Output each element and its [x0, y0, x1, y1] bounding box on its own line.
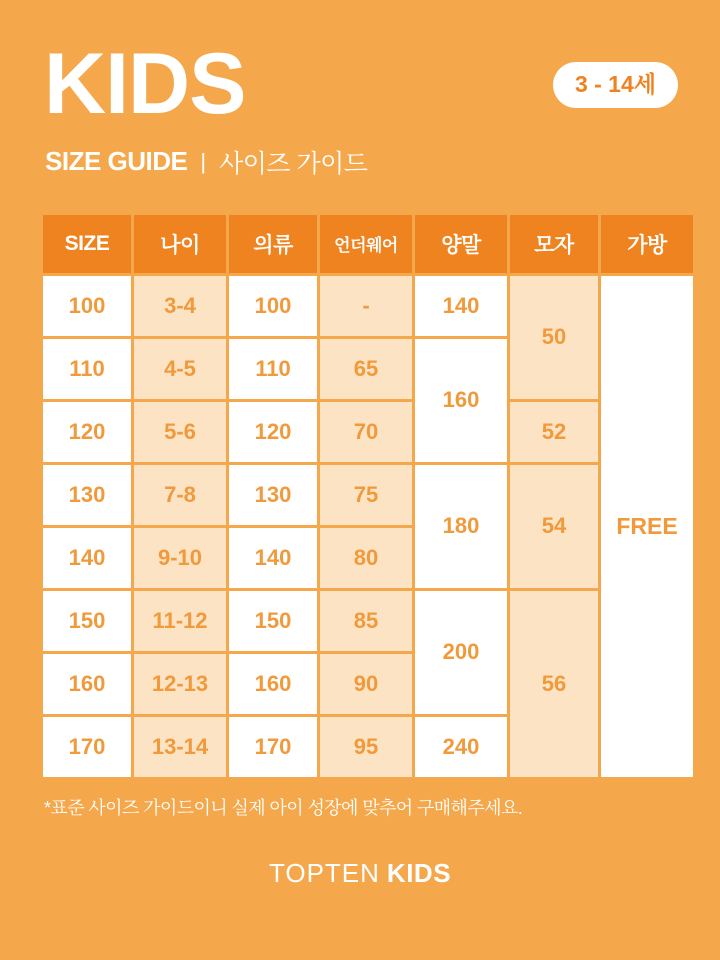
cell-underwear: 95	[320, 717, 412, 777]
cell-clothing: 140	[229, 528, 317, 588]
cell-hat: 54	[510, 465, 598, 588]
cell-underwear: -	[320, 276, 412, 336]
cell-size: 100	[43, 276, 131, 336]
footnote-text: *표준 사이즈 가이드이니 실제 아이 성장에 맞추어 구매해주세요.	[44, 797, 523, 818]
cell-socks: 160	[415, 339, 507, 462]
cell-age: 9-10	[134, 528, 226, 588]
table-header	[43, 215, 693, 273]
column-header-bag: 가방	[601, 215, 693, 273]
subtitle-english: SIZE GUIDE	[45, 146, 188, 177]
poster-header	[40, 0, 680, 180]
age-range-badge: 3 - 14세	[553, 62, 678, 108]
column-header-hat: 모자	[510, 215, 598, 273]
table-row	[43, 465, 693, 525]
table-header-row	[43, 215, 693, 273]
brand-sub: KIDS	[386, 857, 452, 888]
column-header-age: 나이	[134, 215, 226, 273]
cell-clothing: 130	[229, 465, 317, 525]
cell-age: 7-8	[134, 465, 226, 525]
cell-size: 150	[43, 591, 131, 651]
cell-underwear: 80	[320, 528, 412, 588]
subtitle	[40, 144, 680, 180]
column-header-size: SIZE	[43, 215, 131, 273]
cell-hat: 52	[510, 402, 598, 462]
cell-clothing: 100	[229, 276, 317, 336]
cell-size: 110	[43, 339, 131, 399]
cell-clothing: 160	[229, 654, 317, 714]
cell-clothing: 110	[229, 339, 317, 399]
cell-underwear: 85	[320, 591, 412, 651]
cell-age: 11-12	[134, 591, 226, 651]
cell-age: 12-13	[134, 654, 226, 714]
cell-size: 130	[43, 465, 131, 525]
cell-age: 5-6	[134, 402, 226, 462]
subtitle-divider: |	[200, 148, 207, 174]
cell-underwear: 75	[320, 465, 412, 525]
column-header-underwear: 언더웨어	[320, 215, 412, 273]
brand-name: TOPTEN	[268, 857, 380, 888]
column-header-socks: 양말	[415, 215, 507, 273]
cell-size: 140	[43, 528, 131, 588]
cell-socks: 140	[415, 276, 507, 336]
cell-bag: FREE	[601, 276, 693, 777]
size-table-container	[40, 212, 680, 780]
cell-socks: 240	[415, 717, 507, 777]
table-row	[43, 591, 693, 651]
table-body	[43, 276, 693, 777]
table-row	[43, 402, 693, 462]
cell-underwear: 70	[320, 402, 412, 462]
brand-logo	[40, 858, 680, 889]
cell-age: 4-5	[134, 339, 226, 399]
cell-underwear: 65	[320, 339, 412, 399]
cell-hat: 56	[510, 591, 598, 777]
cell-size: 160	[43, 654, 131, 714]
cell-size: 170	[43, 717, 131, 777]
table-row	[43, 276, 693, 336]
page-title: KIDS	[44, 36, 246, 132]
cell-underwear: 90	[320, 654, 412, 714]
cell-age: 13-14	[134, 717, 226, 777]
cell-size: 120	[43, 402, 131, 462]
cell-age: 3-4	[134, 276, 226, 336]
cell-clothing: 170	[229, 717, 317, 777]
cell-clothing: 150	[229, 591, 317, 651]
size-table	[40, 212, 696, 780]
column-header-clothing: 의류	[229, 215, 317, 273]
cell-socks: 180	[415, 465, 507, 588]
cell-clothing: 120	[229, 402, 317, 462]
cell-hat: 50	[510, 276, 598, 399]
cell-socks: 200	[415, 591, 507, 714]
subtitle-korean: 사이즈 가이드	[219, 149, 368, 178]
